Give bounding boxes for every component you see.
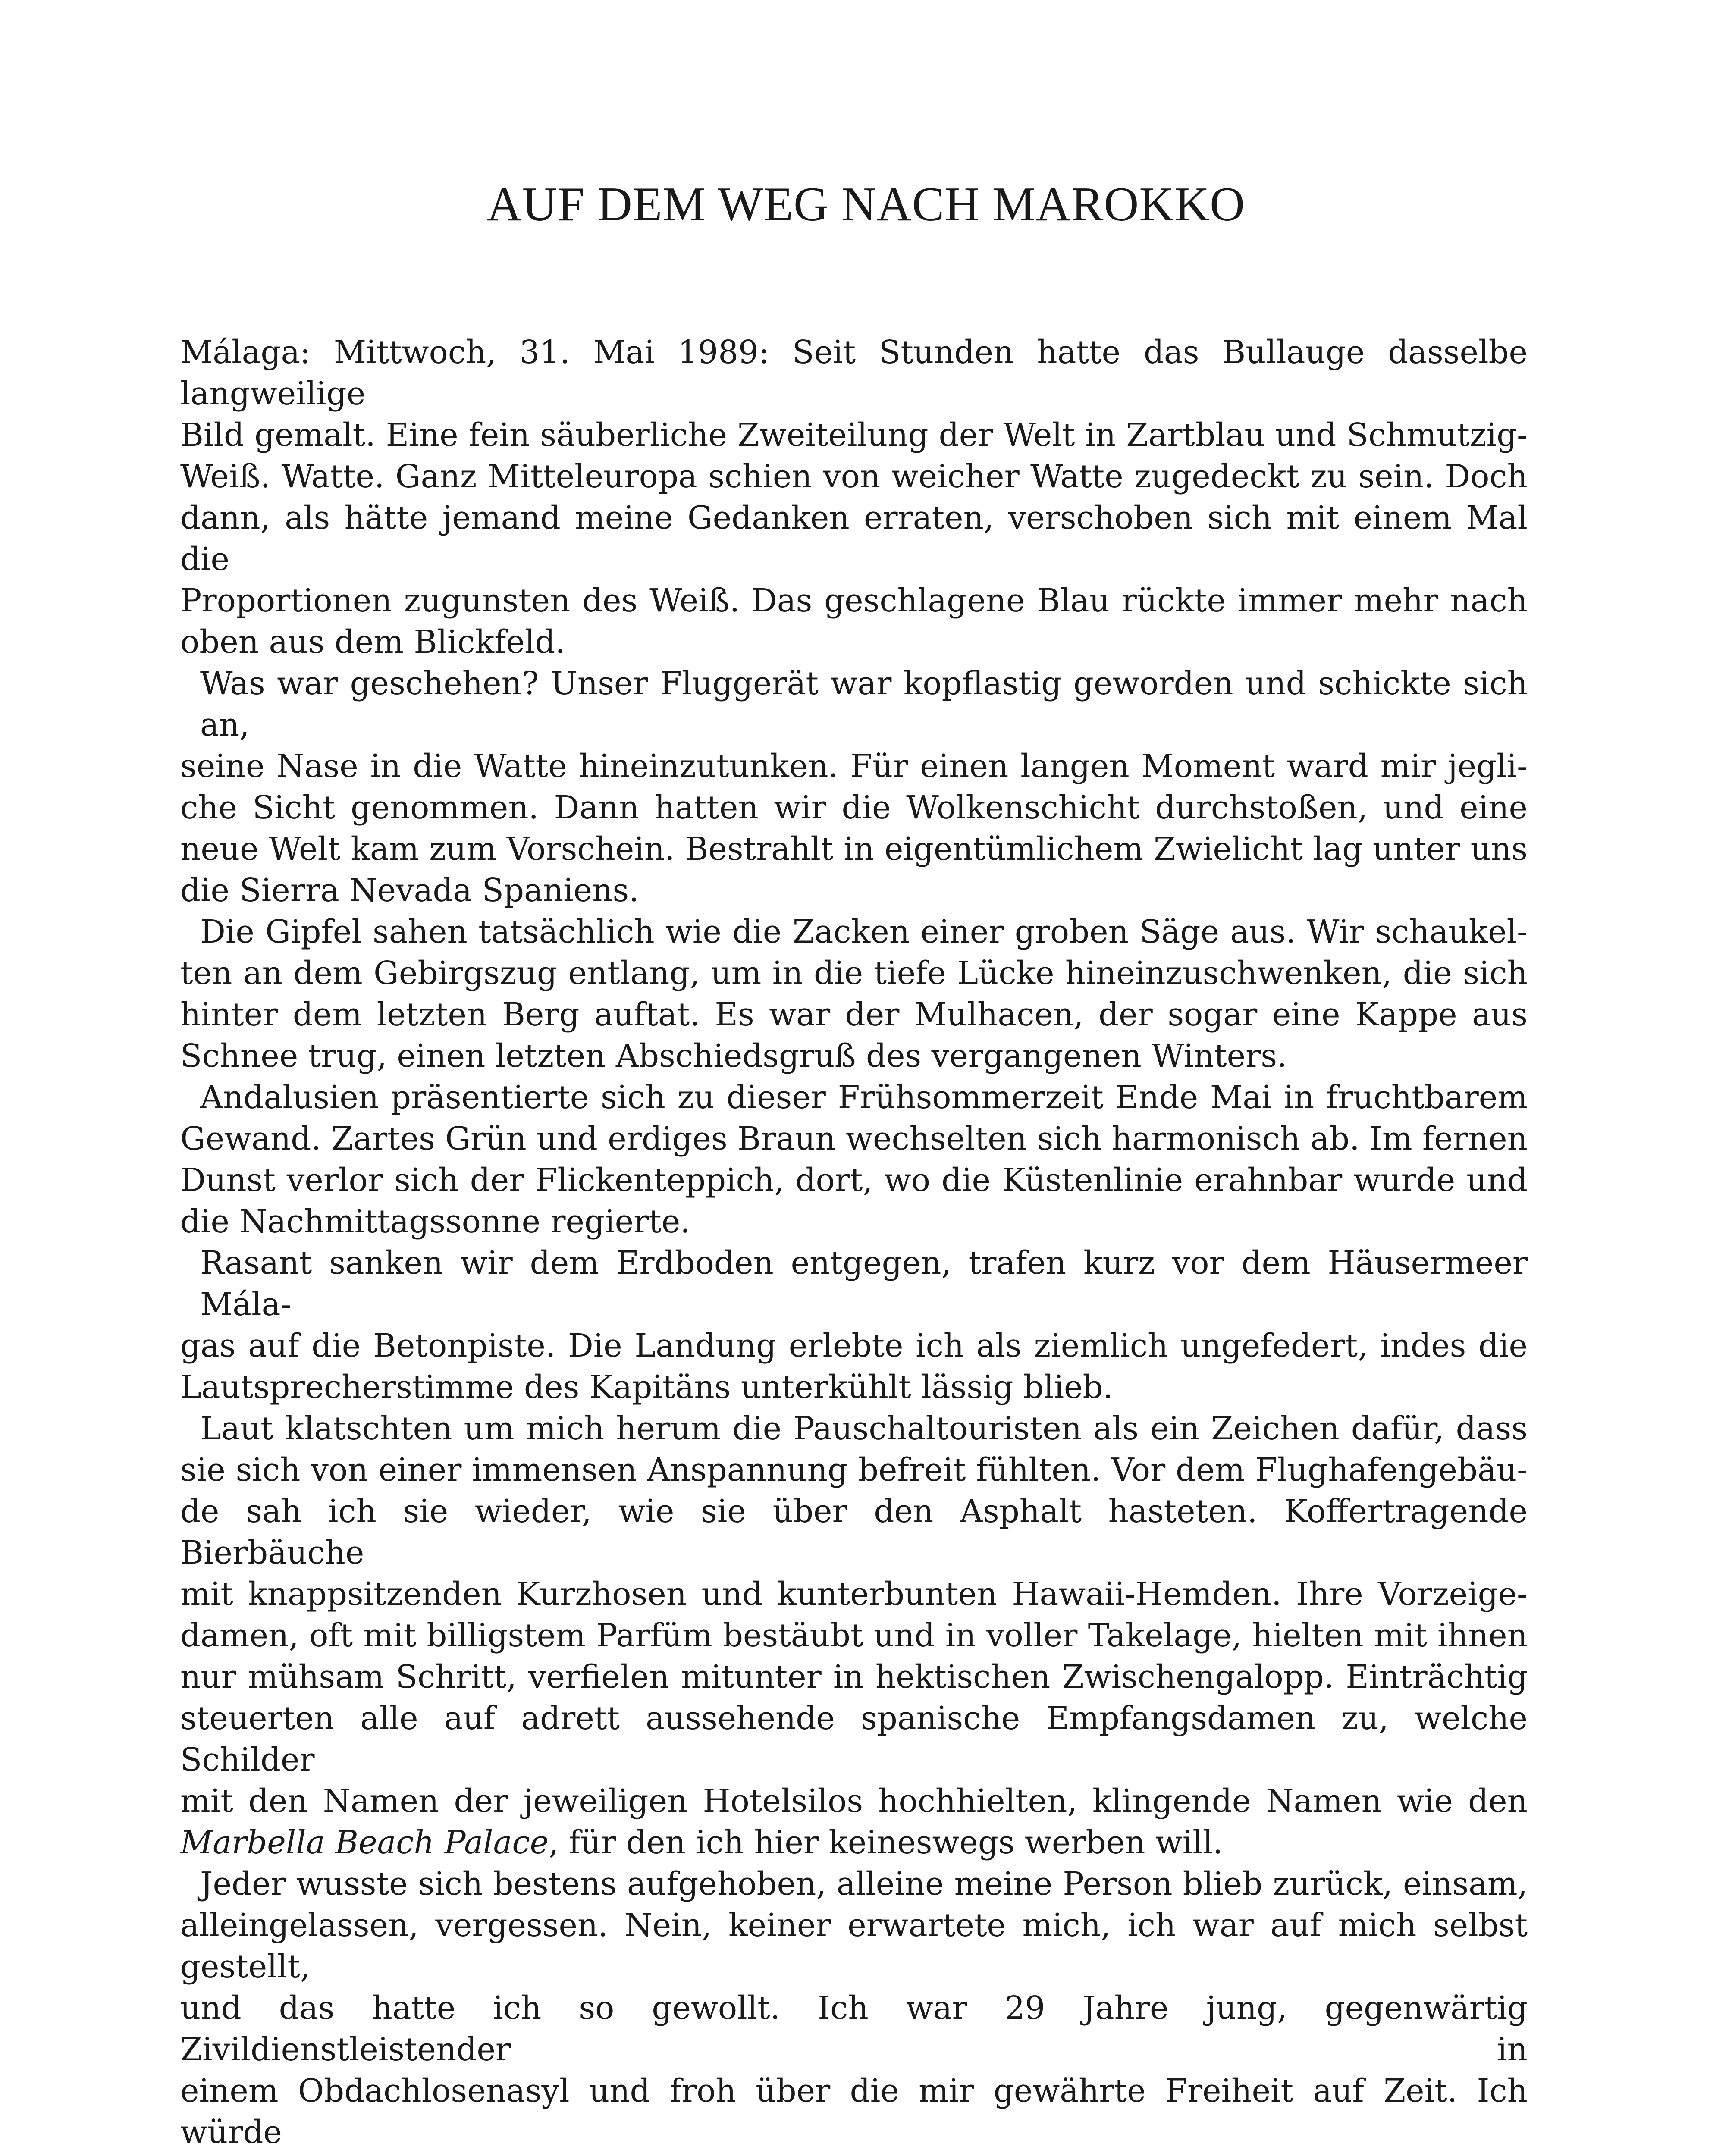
text-line: Schnee trug, einen letzten Abschiedsgruß des vergangenen Winters. — [180, 1038, 1287, 1075]
paragraph — [180, 1408, 1528, 1864]
text-line: Andalusien präsentierte sich zu dieser Frühsommerzeit Ende Mai in fruchtbarem — [200, 1079, 1528, 1116]
text-line: Proportionen zugunsten des Weiß. Das geschlagene Blau rückte immer mehr nach — [180, 583, 1528, 619]
text-line — [180, 2153, 1528, 2156]
text-line: ten an dem Gebirgszug entlang, um in die tiefe Lücke hineinzuschwenken, die sich — [180, 955, 1528, 992]
paragraph — [180, 1864, 1528, 2156]
text-line: Jeder wusste sich bestens aufgehoben, alleine meine Person blieb zurück, einsam, — [200, 1866, 1528, 1902]
text-line: neue Welt kam zum Vorschein. Bestrahlt in eigentümlichem Zwielicht lag unter uns — [180, 831, 1528, 868]
text-line: Málaga: Mittwoch, 31. Mai 1989: Seit Stunden hatte das Bullauge dasselbe langweilige — [180, 334, 1528, 412]
hotel-name: Marbella Beach Palace — [180, 1824, 549, 1861]
text-line: Bild gemalt. Eine fein säuberliche Zweiteilung der Welt in Zartblau und Schmutzig- — [180, 417, 1528, 454]
text-fragment: , für den ich hier keineswegs werben will. — [549, 1824, 1223, 1861]
text-line: Weiß. Watte. Ganz Mitteleuropa schien von weicher Watte zugedeckt zu sein. Doch — [180, 458, 1528, 495]
text-line: gas auf die Betonpiste. Die Landung erlebte ich als ziemlich ungefedert, indes die — [180, 1328, 1528, 1364]
text-line: alleingelassen, vergessen. Nein, keiner erwartete mich, ich war auf mich selbst gestellt, — [180, 1907, 1528, 1985]
text-line: damen, oft mit billigstem Parfüm bestäubt und in voller Takelage, hielten mit ihnen — [180, 1617, 1528, 1654]
text-line: nur mühsam Schritt, verfielen mitunter in hektischen Zwischengalopp. Einträchtig — [180, 1659, 1528, 1695]
text-line: che Sicht genommen. Dann hatten wir die Wolkenschicht durchstoßen, und eine — [180, 790, 1528, 826]
text-line: steuerten alle auf adrett aussehende spanische Empfangsdamen zu, welche Schilder — [180, 1700, 1528, 1778]
text-line: mit knappsitzenden Kurzhosen und kunterbunten Hawaii-Hemden. Ihre Vorzeige- — [180, 1576, 1528, 1613]
text-line: mit den Namen der jeweiligen Hotelsilos hochhielten, klingende Namen wie den — [180, 1783, 1528, 1820]
text-line: seine Nase in die Watte hineinzutunken. Für einen langen Moment ward mir jegli- — [180, 748, 1528, 785]
paragraph — [180, 332, 1528, 663]
text-line: oben aus dem Blickfeld. — [180, 624, 565, 661]
text-line: dann, als hätte jemand meine Gedanken erraten, verschoben sich mit einem Mal die — [180, 500, 1528, 578]
body-text — [180, 332, 1528, 2156]
text-line: hinter dem letzten Berg auftat. Es war der Mulhacen, der sogar eine Kappe aus — [180, 997, 1528, 1033]
text-line: Laut klatschten um mich herum die Pauschaltouristen als ein Zeichen dafür, dass — [200, 1410, 1528, 1447]
text-line: Die Gipfel sahen tatsächlich wie die Zacken einer groben Säge aus. Wir schaukel- — [200, 914, 1528, 950]
text-line: die Nachmittagssonne regierte. — [180, 1203, 690, 1240]
text-line — [180, 1822, 1528, 1864]
text-line: die Sierra Nevada Spaniens. — [180, 872, 639, 909]
text-line: Dunst verlor sich der Flickenteppich, dort, wo die Küstenlinie erahnbar wurde und — [180, 1162, 1528, 1199]
text-line: Lautsprecherstimme des Kapitäns unterkühlt lässig blieb. — [180, 1369, 1113, 1406]
chapter-title: AUF DEM WEG NACH MAROKKO — [487, 178, 1245, 231]
text-line: Was war geschehen? Unser Fluggerät war kopflastig geworden und schickte sich an, — [200, 665, 1528, 743]
text-line: Gewand. Zartes Grün und erdiges Braun wechselten sich harmonisch ab. Im fernen — [180, 1121, 1528, 1157]
paragraph — [180, 912, 1528, 1077]
text-line: und das hatte ich so gewollt. Ich war 29 Jahre jung, gegenwärtig Zivildienstleistender in — [180, 1990, 1528, 2068]
paragraph — [180, 1243, 1528, 1408]
text-line: sie sich von einer immensen Anspannung befreit fühlten. Vor dem Flughafengebäu- — [180, 1452, 1528, 1489]
text-line: einem Obdachlosenasyl und froh über die mir gewährte Freiheit auf Zeit. Ich würde — [180, 2073, 1528, 2151]
text-line: de sah ich sie wieder, wie sie über den Asphalt hasteten. Koffertragende Bierbäuche — [180, 1493, 1528, 1571]
paragraph — [180, 1077, 1528, 1243]
text-line: Rasant sanken wir dem Erdboden entgegen, trafen kurz vor dem Häusermeer Mála- — [200, 1245, 1528, 1323]
paragraph — [180, 663, 1528, 912]
